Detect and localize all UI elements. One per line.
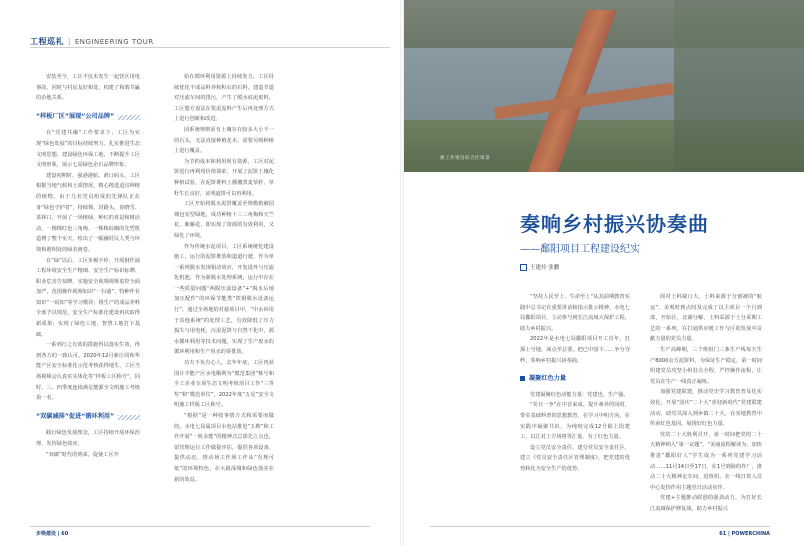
footer-left: 步唤建设 | 60 — [36, 531, 69, 537]
left-column-2 — [174, 72, 274, 512]
section-title-en: ENGINEERING TOUR — [74, 38, 154, 46]
paragraph: 2022年是水电七局鄱阳项目开工首年，打探土号地，面点至总要，把已中国下……争分夺秒，奏响乡村振兴协奏曲。 — [520, 336, 630, 364]
article-subtitle: ——鄱阳项目工程建设纪实 — [520, 244, 640, 255]
paragraph: 园系统规则原有土壤存在较多大小不一的石头，无法直接种植花木，需要另购种植土进行覆盖。 — [174, 126, 274, 155]
header-rule — [30, 47, 390, 48]
aerial-photo — [404, 0, 804, 172]
footer-rule — [30, 526, 370, 527]
paragraph: 党建凝聚红色动能力量：党建也，生产强。 — [530, 391, 629, 398]
right-column-1 — [520, 292, 630, 517]
paragraph: 生产高峰期，三个班组门三条生产线每天生产8000余方泥饼料，为保证生产稳定，第一时间组建党员攻坚小组驻点全程，严控操作流程，让党员在生产一线真正凝练。 — [650, 346, 762, 385]
paragraph: 始在循环利用资源上持续发力。工区持续优化不成品料养和积石的石料，建造节道对压滤车间的排污，产生了脱水底泥废料，工区想方设法在浆泥泥料产生后再处理方式上进行创新和改进。 — [174, 74, 274, 123]
paragraph: “双碳”时代的到来，促使工区开 — [46, 451, 119, 458]
footer-right: 61 | POWERCHINA — [719, 531, 770, 537]
footer-rule — [430, 526, 770, 527]
paragraph: 践行绿色发展理念，工区持续开展环保治理、发挥绿色效应。 — [36, 430, 140, 447]
paragraph: 建设初期时，强港港航、滑口码头，工区根据当地气候和土质情况，精心挑选适宜种植的植物。由于几名党员组成的先锋队正在身“绿色守护者”，持续锁、封路头，春晓雪、菜林口，开展了一场植绿、种红的喜是和树活动，一棵棵红色三角梅、一株株棕榈的先凭机造增了整个室天，绘出了一幅融村民人类与环境和谐相处的绿美画卷。 — [36, 172, 140, 253]
section-header: 工程巡礼 | ENGINEERING TOUR — [30, 37, 154, 46]
paragraph: 党建+主题推动联创的强劲动力，为打好长江流域保护修复战，助力乡村振兴 — [650, 495, 762, 512]
byline: 王建玲 张鹏 — [520, 263, 559, 271]
left-page — [0, 0, 400, 545]
left-column-1 — [36, 72, 140, 460]
paragraph: “苟日一争”在中首来成。提升素养的同时，带实基础科普的思想教育，在学习中明方向，在实践中凝聚共识，为纯时完成12号除上段建工，以江对土方场将等汇量，有了红色力量。 — [520, 402, 630, 441]
section-title-zh: 工程巡礼 — [30, 37, 64, 46]
paragraph: 工区开始将脱水泥饼覆盖至规模植被园城包实型绿地，成功种植十三三角梅和天竺花、紫藤花，即实现了资源的有效利用，又绿化了环境。 — [174, 201, 274, 239]
square-icon — [520, 376, 525, 381]
paragraph: 设立党员安全责任，建分党员安全责任区，建立《党员安全责任区管理制度》，把党建的优势转化为安全生产的优势。 — [520, 444, 630, 472]
paragraph: 安装至今，工区不仅未发生一起营区用电事故，同时与村民友好相处，构建了和谐共赢的企地关系。 — [36, 74, 140, 102]
subheading: “样板厂区”展现“公司品牌” — [36, 112, 140, 123]
paragraph: 作为传统水泥项目，工区系统统化建设施工，运行的泥饼堆放和道道行驶，作为单一系列脱水发现相动效应，开发设外与压滤化机池，作为新脱水处理系统，运行中存在一些质量问题“两脱压滤设备”+“脱水后地加压配件”的环保节能类“铁钢脱水设备运行”，通过全场地的对接项目中，“中水回用于其他系统”的处理工艺，有效降低了压力损失与用电耗，污泥泥饼与自然干化中，源水循环利用等技术问题，实现了生产废水的循环利用和生产用水的零排放。 — [174, 243, 274, 356]
paragraph: 在“绿”以后，工区步履不停，开展钢作浦工程环境安全生产精细、安全生产标识标牌、职业危害告知牌，实施安全视频视频监控全面加严，范围操作视频如识“一扫通”、特种作业知识“一码知”等学习模块；将生产的成品养料全部予以规范，安全生产标准化建设再次取得新成果；实现了绿色工地、智慧工地打下基础。 — [36, 257, 140, 338]
paragraph: 加强党建联建，推动党史学习教育普及化实效化，开展“国庆”二十大“喜迎新时代”党建联建活动，助党员深入到乡镇二十大，在实地教育中传承红色基因，展现好红色力量。 — [650, 389, 762, 428]
paragraph: 一系列行之有效的措施得以落实生效，得到各方的一致认可。2020年12月新庄同和华能产区安全标准化示范考核获得地生，工区当场视频会认真实实体化等“样板工区称号”，同时，三、四季度连续满足能源全文明施工考核第一名。 — [36, 342, 140, 402]
paragraph: 面对土料缺口大，土料来源于分割被的“航运”，美观时到点时及完成了以主项目一个月到部，开始区、北湖分解，土料采源于土分采期工艺的一系列，在打通供应链工作与区的发展中贡献力量的党员力量。 — [650, 294, 762, 343]
paragraph: 党的二十大胜利召开，第一时间把党的二十大精神纳入“第一议题”，“美丽流程解读为，加快推进“鄱阳好人”学生成为一系列党建学习活动……11月14日至17日，在1号到海的作厂，推动二十大精神走车间、进班组、在一线日常人员中心发挥作用主题党日活动实作。 — [650, 431, 762, 491]
paragraph: 为节约成本和利用现有资源，工区对泥饼进行再利用价值探索，开展了泥饼土壤化种植试验，在泥饼堆料上播撒黑麦草籽，草籽生长良好，证明道饼可以再利用。 — [174, 158, 274, 197]
subheading: “双碳减排”促进“循环利用” — [36, 412, 140, 423]
paragraph: 在“党建共融”工作要求下，工区为实现“绿色发展”的目标持续努力。扎实推进生态文明思想，建设绿色环保工地，不断提升工区文明形象，展示七局绿色企石品牌形象。 — [36, 130, 140, 169]
photo-caption: 源工作项目综合区场景 — [440, 156, 490, 161]
paragraph: 功夫不负有心人。去年年底，工区再获国计半能产区水电顺利为“模范集团”称号和全工企业专项生态文明考核项目工作“三等奖”和“模范单位”，2022年度“五星”安全文明施工样板工区称号。 — [174, 360, 274, 409]
paragraph: “坚持人民至上、生命至上”从其前期教育实践中总书记在重要讲话和指示批示精神，水电七局鄱阳项目，主动参与到长江流域大保护工程，助力乡村振兴。 — [520, 294, 630, 332]
right-column-2 — [650, 292, 762, 532]
byline-icon — [520, 264, 527, 271]
paragraph: “根据”是一种按事情方式和需要而做的。水电七局属项目水电站推进“五维”和工作开展“一机多能”的精神式总部先立点也，留管理运行工作做提评估，提供各项设备、提供动态，推动场工作场工作从“有规可依”的环境特色，在大路深城和绿色落实在新的效益。 — [174, 413, 274, 483]
section-heading: 凝聚红色力量 — [520, 374, 630, 385]
article-title: 奏响乡村振兴协奏曲 — [520, 212, 709, 236]
